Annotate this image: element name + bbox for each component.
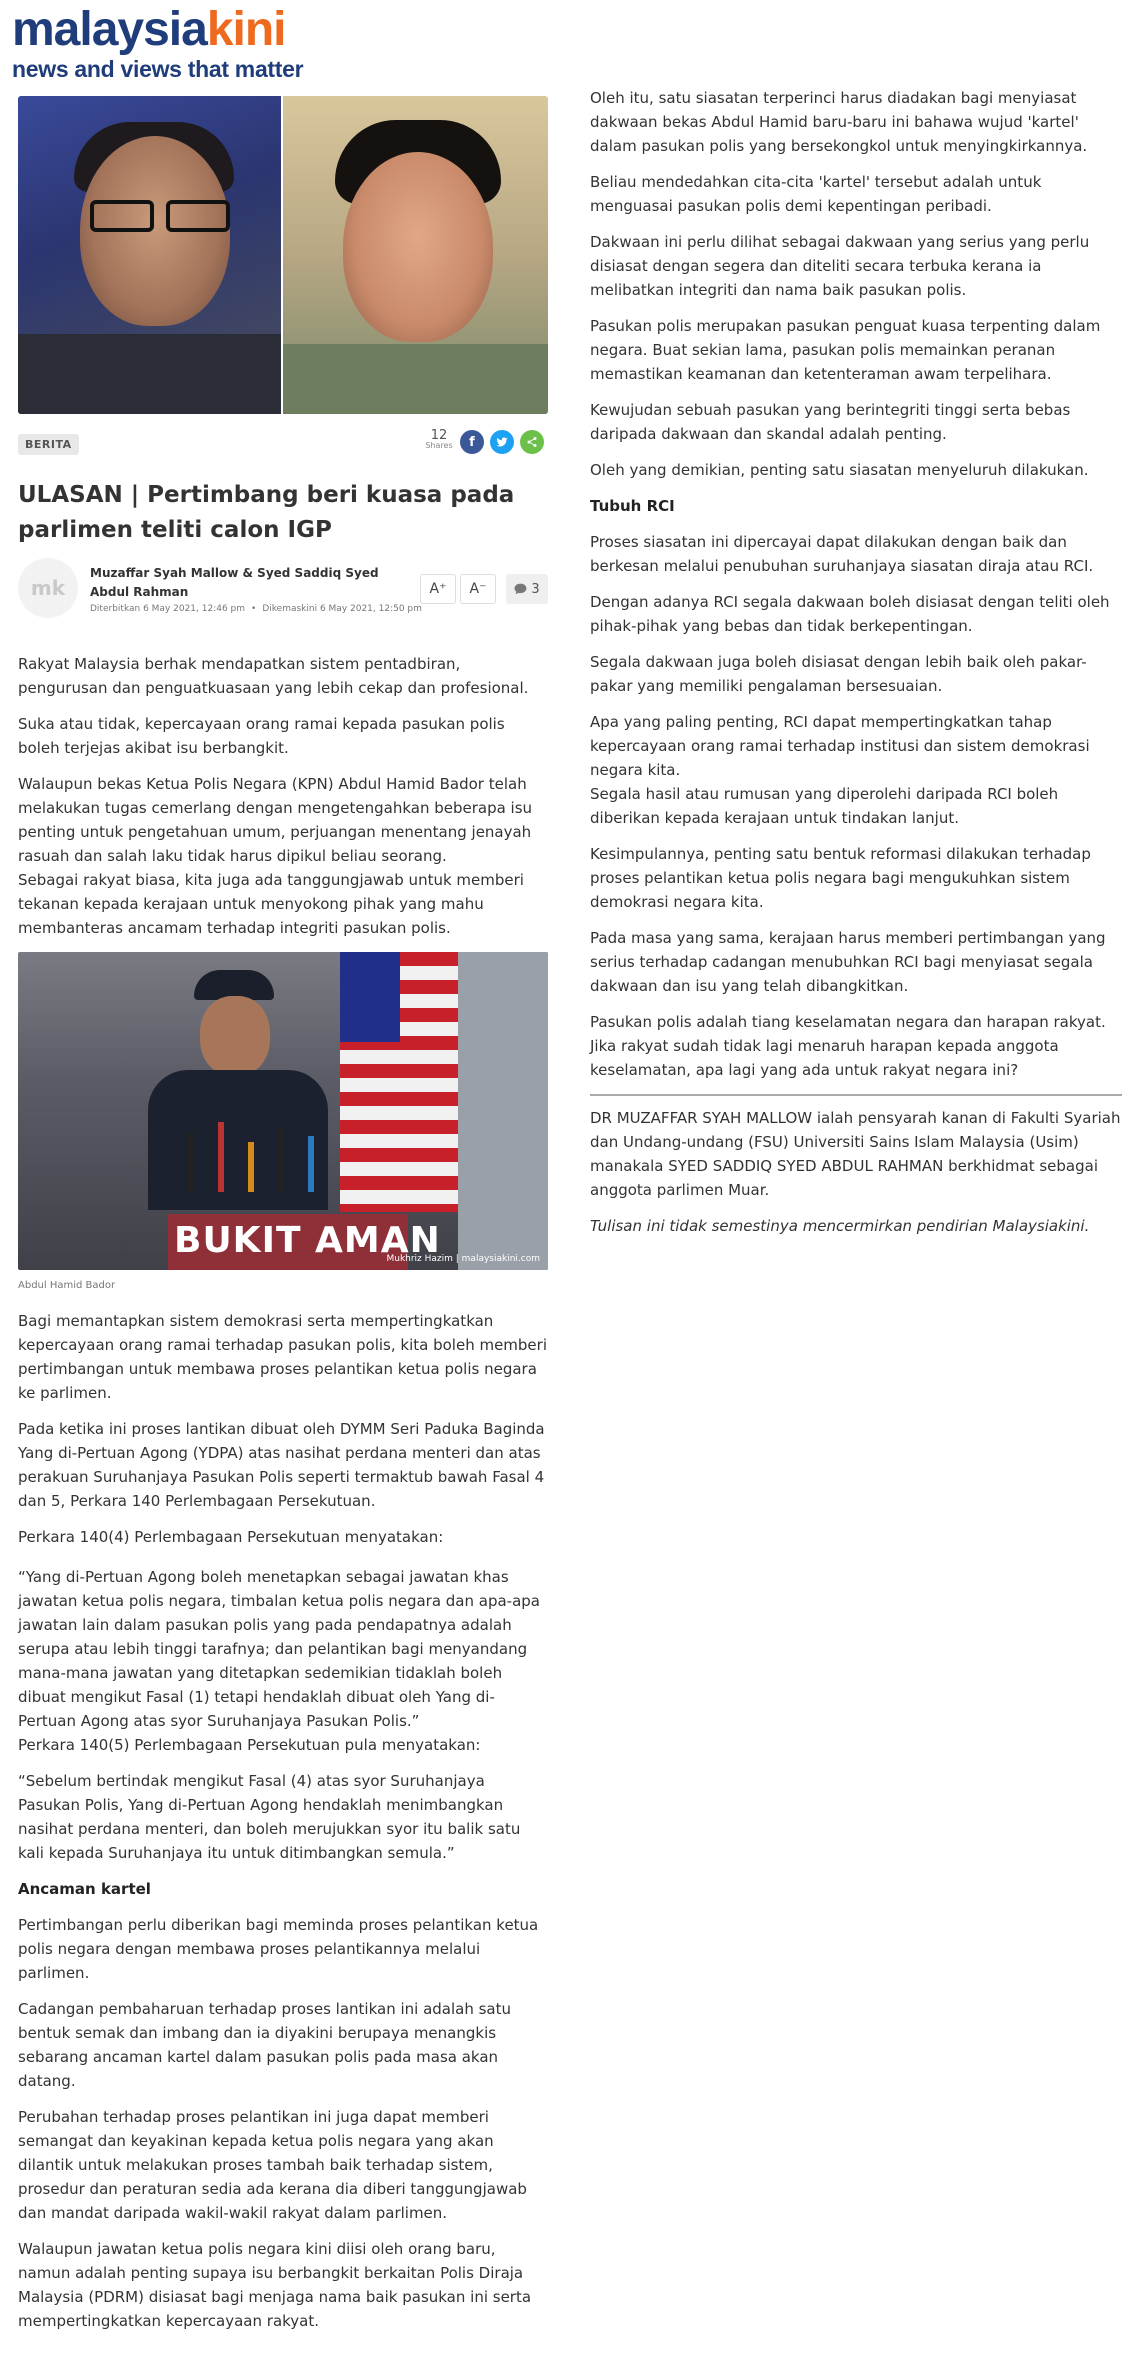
paragraph: Suka atau tidak, kepercayaan orang ramai kepada pasukan polis boleh terjejas akibat isu berbangkit. <box>18 715 505 757</box>
section-heading-rci: Tubuh RCI <box>590 497 675 515</box>
paragraph: Dengan adanya RCI segala dakwaan boleh disiasat dengan teliti oleh pihak-pihak yang bebas dan tidak berkepentingan. <box>590 593 1110 635</box>
paragraph: Oleh itu, satu siasatan terperinci harus diadakan bagi menyiasat dakwaan bekas Abdul Hamid baru-baru ini bahawa wujud 'kartel' dalam pasukan polis yang bersekongkol untuk menyingkirkannya. <box>590 89 1088 155</box>
paragraph: Perubahan terhadap proses pelantikan ini juga dapat memberi semangat dan keyakinan kepada ketua polis negara yang akan dilantik untuk melakukan proses tambah baik terhadap sistem, prosedur dan peraturan sedia ada kerana dia diberi tanggungjawab dan mandat daripada wakil-wakil rakyat dalam parlimen. <box>18 2108 527 2222</box>
paragraph: Apa yang paling penting, RCI dapat mempertingkatkan tahap kepercayaan orang ramai terhadap institusi dan sistem demokrasi negara kita. <box>590 713 1090 779</box>
article-photo <box>18 952 548 1270</box>
category-badge[interactable]: BERITA <box>18 434 79 455</box>
hero-image <box>18 96 548 414</box>
paragraph: Rakyat Malaysia berhak mendapatkan sistem pentadbiran, pengurusan dan penguatkuasaan yang lebih cekap dan profesional. <box>18 655 529 697</box>
paragraph: Segala hasil atau rumusan yang diperolehi daripada RCI boleh diberikan kepada kerajaan untuk tindakan lanjut. <box>590 785 1059 827</box>
author-names[interactable]: Muzaffar Syah Mallow & Syed Saddiq Syed Abdul Rahman <box>90 566 379 599</box>
article-body-left <box>18 652 548 2333</box>
paragraph: Kesimpulannya, penting satu bentuk reformasi dilakukan terhadap proses pelantikan ketua polis negara bagi mengukuhkan sistem demokrasi negara kita. <box>590 845 1091 911</box>
paragraph: Kewujudan sebuah pasukan yang berintegriti tinggi serta bebas daripada dakwaan dan skandal adalah penting. <box>590 401 1071 443</box>
paragraph: Beliau mendedahkan cita-cita 'kartel' tersebut adalah untuk menguasai pasukan polis demi kepentingan peribadi. <box>590 173 1042 215</box>
paragraph: Pada masa yang sama, kerajaan harus memberi pertimbangan yang serius terhadap cadangan menubuhkan RCI bagi menyiasat segala dakwaan dan isu yang telah dibangkitkan. <box>590 929 1106 995</box>
share-label: Shares <box>425 441 453 450</box>
article-meta-row <box>18 428 548 464</box>
hero-portrait-left <box>18 96 281 414</box>
paragraph: Perkara 140(5) Perlembagaan Persekutuan pula menyatakan: <box>18 1736 481 1754</box>
paragraph: Proses siasatan ini dipercayai dapat dilakukan dengan baik dan berkesan melalui penubuhan suruhanjaya siasatan diraja atau RCI. <box>590 533 1094 575</box>
logo-tagline: news and views that matter <box>12 56 304 82</box>
byline <box>18 558 548 622</box>
share-counter <box>424 428 454 450</box>
paragraph: Dakwaan ini perlu dilihat sebagai dakwaan yang serius yang perlu disiasat dengan segera dan diteliti secara terbuka kerana ia melibatkan integriti dan nama baik pasukan polis. <box>590 233 1090 299</box>
comments-button[interactable] <box>506 574 548 604</box>
quote-paragraph: “Yang di-Pertuan Agong boleh menetapkan sebagai jawatan khas jawatan ketua polis negara, timbalan ketua polis negara dan apa-apa jawatan lain dalam pasukan polis yang pada pendapatnya adalah serupa atau lebih tinggi tarafnya; dan pelantikan bagi menyandang mana-mana jawatan yang ditetapkan sedemikian tidaklah boleh dibuat mengikut Fasal (1) tetapi hendaklah dibuat oleh Yang di-Pertuan Agong atas syor Suruhanjaya Pasukan Polis.” <box>18 1568 540 1730</box>
author-avatar: mk <box>18 558 78 618</box>
paragraph: Perkara 140(4) Perlembagaan Persekutuan menyatakan: <box>18 1528 444 1546</box>
font-increase-button[interactable]: A⁺ <box>420 574 456 604</box>
facebook-share-icon[interactable]: f <box>460 430 484 454</box>
paragraph: Sebagai rakyat biasa, kita juga ada tanggungjawab untuk memberi tekanan kepada kerajaan untuk menyokong pihak yang mahu membanteras ancamam terhadap integriti pasukan polis. <box>18 871 524 937</box>
paragraph: Segala dakwaan juga boleh disiasat dengan lebih baik oleh pakar-pakar yang memiliki pengalaman bersesuaian. <box>590 653 1087 695</box>
share-icon[interactable] <box>520 430 544 454</box>
divider <box>590 1094 1122 1096</box>
author-bio: DR MUZAFFAR SYAH MALLOW ialah pensyarah kanan di Fakulti Syariah dan Undang-undang (FSU) Universiti Sains Islam Malaysia (Usim) manakala SYED SADDIQ SYED ABDUL RAHMAN berkhidmat sebagai anggota parlimen Muar. <box>590 1109 1121 1199</box>
comment-icon <box>514 583 527 595</box>
paragraph: Pasukan polis adalah tiang keselamatan negara dan harapan rakyat. Jika rakyat sudah tidak lagi menaruh harapan kepada anggota keselamatan, apa lagi yang ada untuk rakyat negara ini? <box>590 1013 1106 1079</box>
published-date: Diterbitkan 6 May 2021, 12:46 pm <box>90 604 246 614</box>
comment-count: 3 <box>531 581 540 597</box>
site-logo[interactable] <box>12 3 304 83</box>
paragraph: Pertimbangan perlu diberikan bagi meminda proses pelantikan ketua polis negara dengan membawa proses pelantikannya melalui parlimen. <box>18 1916 539 1982</box>
left-column <box>18 96 548 2345</box>
twitter-share-icon[interactable] <box>490 430 514 454</box>
paragraph: Pasukan polis merupakan pasukan penguat kuasa terpenting dalam negara. Buat sekian lama, pasukan polis memainkan peranan memastikan keamanan dan ketenteraman awam terpelihara. <box>590 317 1101 383</box>
photo-credit: Mukhriz Hazim | malaysiakini.com <box>386 1254 540 1264</box>
paragraph: Cadangan pembaharuan terhadap proses lantikan ini adalah satu bentuk semak dan imbang dan ia diyakini berupaya menangkis sebarang ancaman kartel dalam pasukan polis pada masa akan datang. <box>18 2000 512 2090</box>
paragraph: Oleh yang demikian, penting satu siasatan menyeluruh dilakukan. <box>590 461 1089 479</box>
section-heading-ancaman: Ancaman kartel <box>18 1880 151 1898</box>
font-decrease-button[interactable]: A⁻ <box>460 574 496 604</box>
article-title: ULASAN | Pertimbang beri kuasa pada parlimen teliti calon IGP <box>18 482 515 543</box>
paragraph: Walaupun bekas Ketua Polis Negara (KPN) Abdul Hamid Bador telah melakukan tugas cemerlang dengan mengetengahkan beberapa isu penting untuk pengetahuan umum, perjuangan menentang jenayah rasuah dan salah laku tidak harus dipikul beliau seorang. <box>18 775 533 865</box>
paragraph: Pada ketika ini proses lantikan dibuat oleh DYMM Seri Paduka Baginda Yang di-Pertuan Agong (YDPA) atas nasihat perdana menteri dan atas perakuan Suruhanjaya Pasukan Polis seperti termaktub bawah Fasal 4 dan 5, Perkara 140 Perlembagaan Persekutuan. <box>18 1420 545 1510</box>
paragraph: Bagi memantapkan sistem demokrasi serta mempertingkatkan kepercayaan orang ramai terhadap pasukan polis, kita boleh memberi pertimbangan untuk membawa proses pelantikan ketua polis negara ke parlimen. <box>18 1312 547 1402</box>
paragraph: Walaupun jawatan ketua polis negara kini diisi oleh orang baru, namun adalah penting supaya isu berbangkit berkaitan Polis Diraja Malaysia (PDRM) disiasat bagi menjaga nama baik pasukan ini serta mempertingkatkan kepercayaan rakyat. <box>18 2240 532 2330</box>
podium-sign: BUKIT AMAN <box>174 1220 441 1261</box>
article-dates: Diterbitkan 6 May 2021, 12:46 pm • Dikemaskini 6 May 2021, 12:50 pm <box>90 604 422 614</box>
share-count: 12 <box>430 428 448 443</box>
article-body-right <box>590 86 1122 1250</box>
photo-caption: Abdul Hamid Bador <box>18 1280 116 1291</box>
hero-portrait-right <box>281 96 548 414</box>
updated-date: Dikemaskini 6 May 2021, 12:50 pm <box>262 604 422 614</box>
disclaimer: Tulisan ini tidak semestinya mencermirkan pendirian Malaysiakini. <box>590 1217 1090 1235</box>
quote-paragraph: “Sebelum bertindak mengikut Fasal (4) atas syor Suruhanjaya Pasukan Polis, Yang di-Pertuan Agong hendaklah menimbangkan nasihat perdana menteri, dan boleh merujukkan syor itu balik satu kali kepada Suruhanjaya itu untuk ditimbangkan semula.” <box>18 1772 521 1862</box>
logo-wordmark: malaysiakini <box>12 3 286 56</box>
